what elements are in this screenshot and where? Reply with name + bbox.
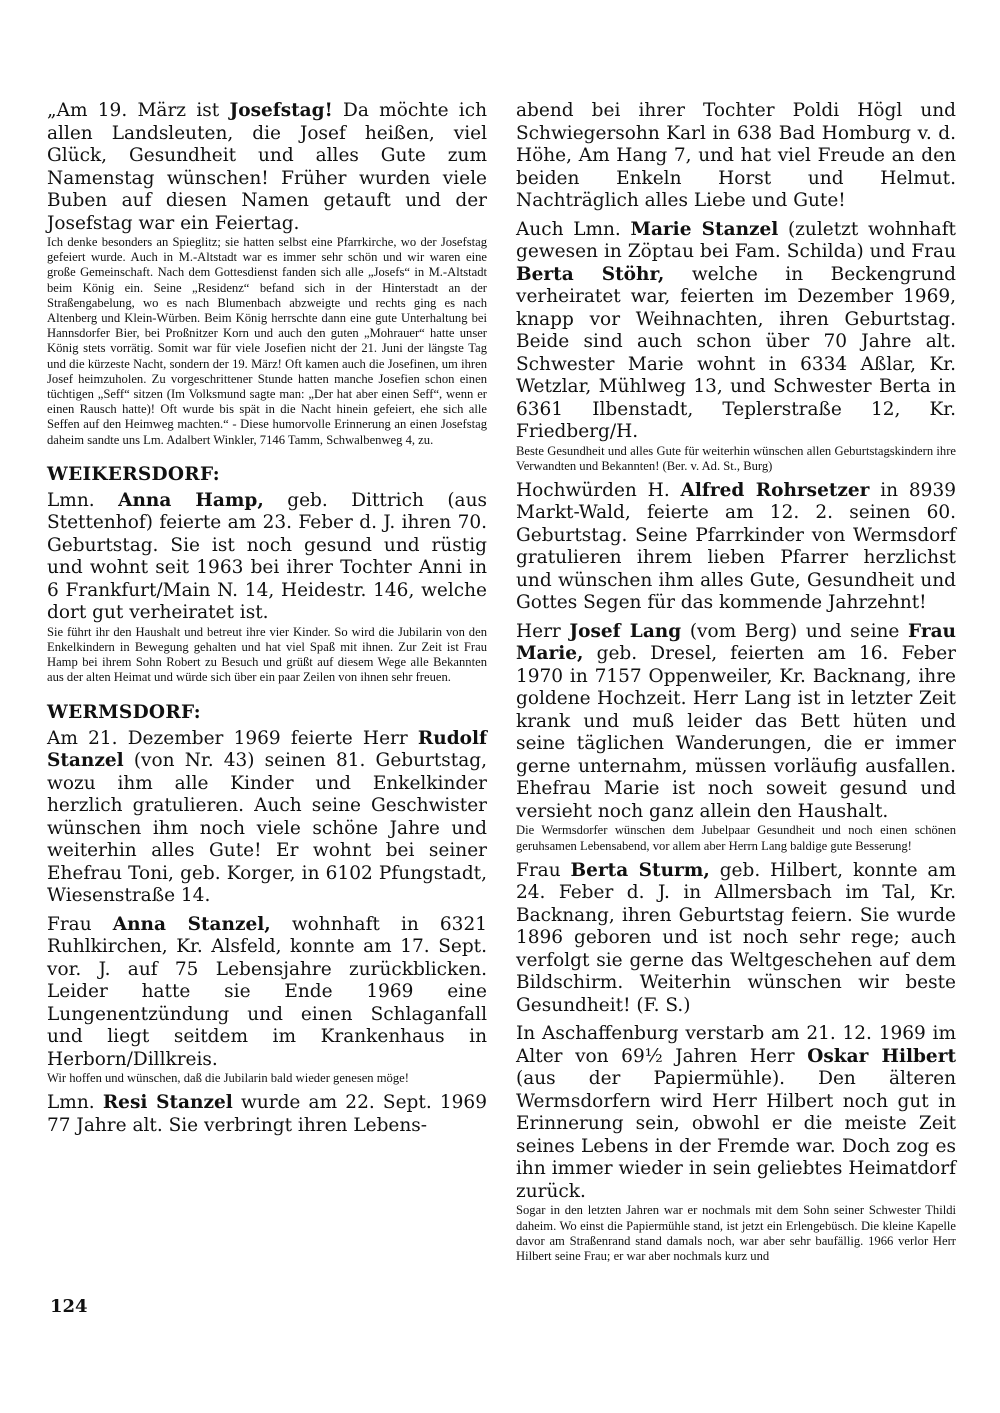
stanzel-stoehr-paragraph: [516, 219, 956, 444]
weikersdorf-paragraph: [47, 490, 487, 625]
continuation-paragraph: abend bei ihrer Tochter Poldi Högl und Schwiegersohn Karl in 638 Bad Homburg v. d. Höhe, Am Hang 7, und hat viel Freude an den beiden Enkeln Horst und Helmut. Nachträglich alles Liebe und Gute!: [516, 100, 956, 211]
hilbert-detail: Sogar in den letzten Jahren war er nochmals mit dem Sohn seiner Schwester Thildi daheim. Wo einst die Papiermühle stand, ist jetzt ein Erlengebüsch. Die kleine Kapelle davor am Straßenrand stand damals noch, war aber sehr baufällig. 1966 verlor Herr Hilbert seine Frau; er war aber nochmals kurz und: [516, 1203, 956, 1263]
stanzel-stoehr-detail: Beste Gesundheit und alles Gute für weiterhin wünschen allen Geburtstagskindern ihre Verwandten und Bekannten! (Ber. v. Ad. St., Burg): [516, 443, 956, 473]
text: in 8939 Markt-Wald, feierte am 12. 2. seinen 60. Geburtstag. Seine Pfarrkinder von Wermsdorf gratulieren ihrem lieben Pfarrer herzlichst und wünschen ihm alles Gute, Gesundheit und Gottes Segen für das kommende Jahrzehnt!: [516, 479, 956, 614]
text: Herr: [516, 620, 570, 642]
text: Hochwürden H.: [516, 479, 681, 501]
text: (vom Berg) und seine: [681, 620, 909, 642]
lang-detail: Die Wermsdorfer wünschen dem Jubelpaar Gesundheit und noch einen schönen geruhsamen Lebensabend, vor allem aber Herrn Lang baldige gute Besserung!: [516, 823, 956, 853]
left-column: [47, 100, 487, 1137]
text: Frau: [516, 859, 571, 881]
text: geb. Dresel, feierten am 16. Feber 1970 in 7157 Oppenweiler, Kr. Backnang, ihre goldene Hochzeit. Herr Lang ist in letzter Zeit krank und muß leider das Bett hüten und seine täglichen Wanderungen, die er immer gerne unternahm, müssen vorläufig ausfallen. Ehefrau Marie ist noch soweit gesund und versieht noch ganz allein den Haushalt.: [516, 643, 956, 822]
bold-text: Alfred Rohrsetzer: [680, 479, 870, 501]
text: Lmn.: [47, 1092, 103, 1114]
rohrsetzer-paragraph: [516, 480, 956, 615]
text: Da möchte ich allen Landsleuten, die Josef heißen, viel Glück, Gesundheit und alles Gute zum Namenstag wünschen! Früher wurden viele Buben auf diesen Namen getauft und der Josefstag war ein Feiertag.: [47, 100, 487, 234]
bold-text: Berta Stöhr,: [516, 263, 665, 285]
text: Auch Lmn.: [516, 218, 631, 240]
text: Frau: [47, 913, 113, 935]
josefstag-body: Ich denke besonders an Spieglitz; sie hatten selbst eine Pfarrkirche, wo der Josefstag gefeiert wurde. Auch in M.-Altstadt war es immer sehr schön und wir waren eine große Gemeinschaft. Nach dem Gottesdienst fanden sich alle „Josefs“ in M.-Altstadt beim König ein. Seine „Residenz“ befand sich in der Hinterstadt an der Straßengabelung, wo es nach Blumenbach abzweigte und rechts ging es nach Altenberg und Klein-Würben. Beim König herrschte dann eine gute Unterhaltung bei Hannsdorfer Bier, bei Proßnitzer Korn und auch den guten „Mohrauer“ hatte unser König stets vorrätig. Somit war für viele Josefien nicht der 21. Juni der längste Tag und die kürzeste Nacht, sondern der 19. März! Oft kamen auch die Josefinen, um ihren Josef heimzuholen. Zu vorgeschrittener Stunde hatten manche Josefien schon einen tüchtigen „Seff“ sitzen (Im Volksmund sagte man: „Der hat aber einen Seff“, wenn er einen Rausch hatte)! Oft wurde bis spät in die Nacht hinein gefeiert, ehe sich alle Seffen auf den Heimweg machten.“ - Diese humorvolle Erinnerung an einen Josefstag daheim sandte uns Lm. Adalbert Winkler, 7146 Tamm, Schwalbenweg 4, zu.: [47, 235, 487, 447]
lang-paragraph: [516, 621, 956, 824]
wermsdorf-paragraph-2: [47, 914, 487, 1072]
bold-text: Josefstag!: [229, 100, 333, 121]
bold-text: Anna Stanzel,: [112, 913, 271, 935]
text: wurde am 22. Sept. 1969 77 Jahre alt. Sie verbringt ihren Lebens-: [47, 1092, 487, 1136]
text: welche in Beckengrund verheiratet war, feierten im Dezember 1969, knapp vor Weihnachten, ihren Geburtstag. Beide sind auch schon über 70 Jahre alt. Schwester Marie wohnt in 6334 Aßlar, Kr. Wetzlar, Mühlweg 13, und Schwester Berta in 6361 Ilbenstadt, Teplerstraße 12, Kr. Friedberg/H.: [516, 263, 956, 442]
wermsdorf-paragraph-3: [47, 1092, 487, 1137]
text: geb. Hilbert, konnte am 24. Feber d. J. in Allmersbach im Tal, Kr. Backnang, ihren Geburtstag feiern. Sie wurde 1896 geboren und ist noch sehr rege; auch verfolgt sie gerne das Weltgeschehen auf dem Bildschirm. Weiterhin wünschen wir beste Gesundheit! (F. S.): [516, 859, 956, 1016]
weikersdorf-detail: Sie führt ihr den Haushalt und betreut ihre vier Kinder. So wird die Jubilarin von den Enkelkindern in Bewegung gehalten und hat viel Spaß mit ihnen. Zur Zeit ist Frau Hamp bei ihrem Sohn Robert zu Besuch und grüßt auf diesem Wege alle Bekannten aus der alten Heimat und würde sich über ein paar Zeilen von ihnen sehr freuen.: [47, 624, 487, 685]
text: (von Nr. 43) seinen 81. Geburtstag, wozu ihm alle Kinder und Enkelkinder herzlich gratulieren. Auch seine Geschwister wünschen ihm noch viele schöne Jahre und weiterhin alles Gute! Er wohnt bei seiner Ehefrau Toni, geb. Korger, in 6102 Pfungstadt, Wiesenstraße 14.: [47, 750, 487, 907]
text: wohnhaft in 6321 Ruhlkirchen, Kr. Alsfeld, konnte am 17. Sept. vor. J. auf 75 Lebensjahre zurückblicken. Leider hatte sie Ende 1969 eine Lungenentzündung und einen Schlaganfall und liegt seitdem im Krankenhaus in Herborn/Dillkreis.: [47, 913, 487, 1070]
text: (zuletzt wohnhaft gewesen in Zöptau bei Fam. Schilda) und Frau: [516, 218, 956, 262]
text: geb. Dittrich (aus Stettenhof) feierte am 23. Feber d. J. ihren 70. Geburtstag. Sie ist noch gesund und rüstig und wohnt seit 1963 bei ihrer Tochter Anni in 6 Frankfurt/Main N. 14, Heidestr. 146, welche dort gut verheiratet ist.: [47, 489, 487, 624]
section-heading-wermsdorf: WERMSDORF:: [47, 701, 201, 723]
text: Am 21. Dezember 1969 feierte Herr: [47, 727, 418, 749]
josefstag-intro: [47, 100, 487, 235]
section-heading-weikersdorf: WEIKERSDORF:: [47, 463, 220, 485]
wermsdorf-detail-2: Wir hoffen und wünschen, daß die Jubilarin bald wieder genesen möge!: [47, 1071, 409, 1086]
bold-text: Rudolf Stanzel: [47, 727, 487, 772]
text: Lmn.: [47, 489, 119, 511]
bold-text: Frau Marie,: [516, 620, 957, 665]
page-number: 124: [50, 1296, 88, 1317]
sturm-paragraph: [516, 860, 956, 1018]
text: (aus der Papiermühle). Den älteren Wermsdorfern wird Herr Hilbert noch gut in Erinnerung sein, obwohl er die meiste Zeit seines Lebens in der Fremde war. Doch zog es ihn immer wieder in sein geliebtes Heimatdorf zurück.: [516, 1068, 956, 1202]
bold-text: Oskar Hilbert: [807, 1045, 956, 1067]
text: „Am 19. März ist: [47, 100, 230, 121]
text: In Aschaffenburg verstarb am 21. 12. 1969 im Alter von 69½ Jahren Herr: [516, 1023, 956, 1067]
bold-text: Marie Stanzel: [630, 218, 779, 240]
wermsdorf-paragraph-1: [47, 728, 487, 908]
hilbert-paragraph: [516, 1023, 956, 1203]
bold-text: Josef Lang: [569, 620, 682, 642]
bold-text: Anna Hamp,: [118, 489, 264, 511]
right-column: [516, 100, 956, 1264]
bold-text: Berta Sturm,: [570, 859, 710, 881]
bold-text: Resi Stanzel: [102, 1092, 233, 1114]
